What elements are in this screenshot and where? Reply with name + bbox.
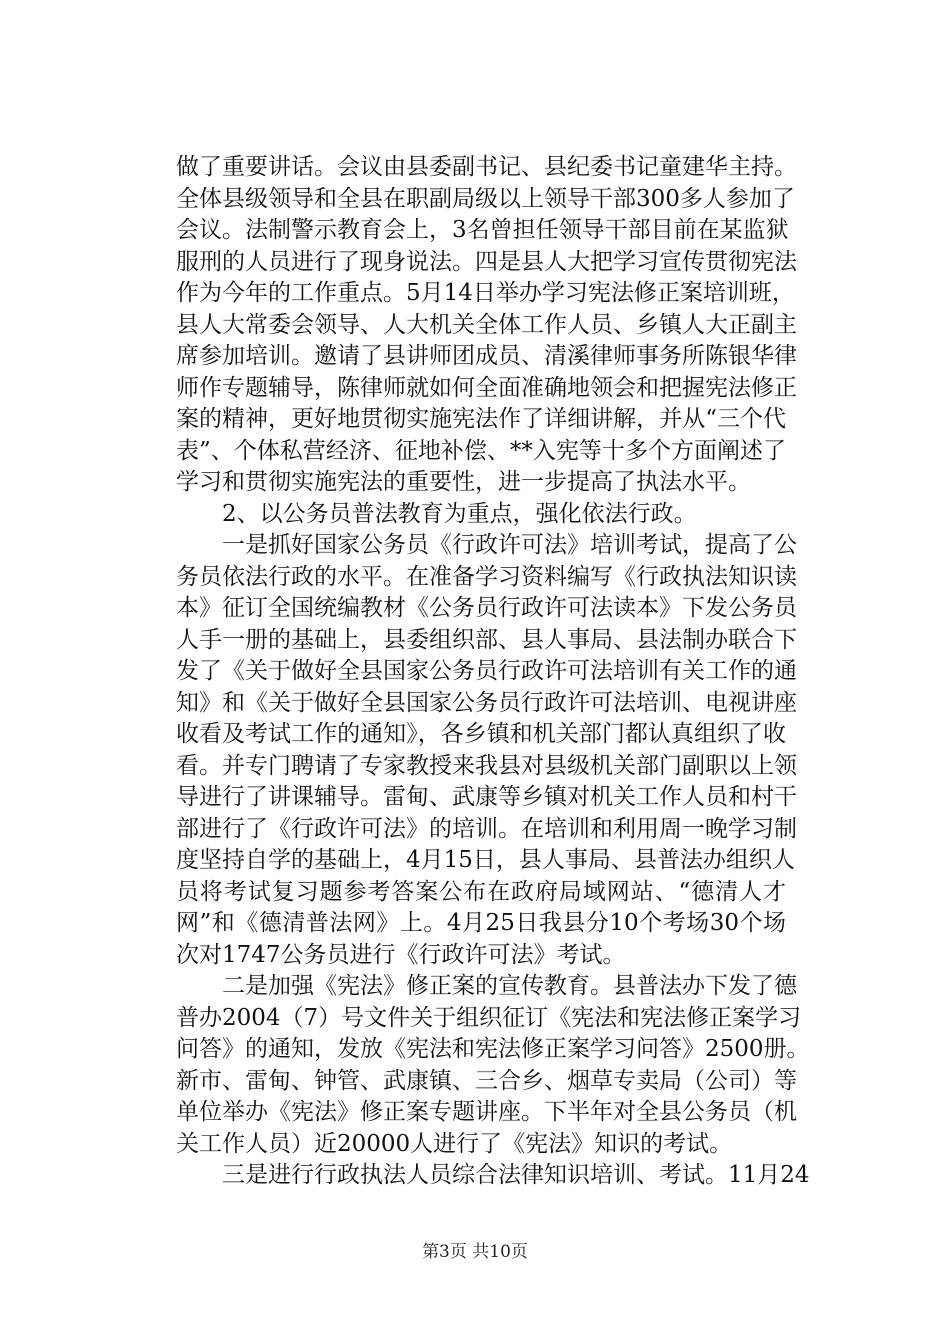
text-line: 度坚持自学的基础上，4月15日，县人事局、县普法办组织人	[176, 847, 795, 873]
text-line: 员将考试复习题参考答案公布在政府局域网站、“德清人才	[176, 878, 786, 905]
text-line: 发了《关于做好全县国家公务员行政许可法培训有关工作的通	[176, 658, 797, 684]
text-line: 案的精神，更好地贯彻实施宪法作了详细讲解，并从“三个代	[176, 406, 786, 432]
text-line: 关工作人员）近20000人进行了《宪法》知识的考试。	[176, 1130, 733, 1157]
text-line: 服刑的人员进行了现身说法。四是县人大把学习宣传贯彻宪法	[176, 248, 797, 275]
text-line: 席参加培训。邀请了县讲师团成员、清溪律师事务所陈银华律	[176, 343, 797, 369]
text-line: 导进行了讲课辅导。雷甸、武康等乡镇对机关工作人员和村干	[176, 784, 797, 810]
text-line: 本》征订全国统编教材《公务员行政许可法读本》下发公务员	[176, 595, 797, 621]
text-line: 次对1747公务员进行《行政许可法》考试。	[176, 941, 626, 968]
text-line: 部进行了《行政许可法》的培训。在培训和利用周一晚学习制	[176, 815, 797, 842]
text-line: 人手一册的基础上，县委组织部、县人事局、县法制办联合下	[176, 626, 797, 653]
text-line: 学习和贯彻实施宪法的重要性，进一步提高了执法水平。	[176, 469, 751, 495]
text-line: 收看及考试工作的通知》，各乡镇和机关部门都认真组织了收	[176, 721, 786, 747]
text-line: 全体县级领导和全县在职副局级以上领导干部300多人参加了	[176, 185, 795, 212]
text-line: 普办2004（7）号文件关于组织征订《宪法和宪法修正案学习	[176, 1004, 802, 1031]
text-line: 务员依法行政的水平。在准备学习资料编写《行政执法知识读	[176, 563, 797, 590]
text-line: 师作专题辅导，陈律师就如何全面准确地领会和把握宪法修正	[176, 374, 797, 401]
text-line: 问答》的通知，发放《宪法和宪法修正案学习问答》2500册。	[176, 1036, 810, 1062]
text-line: 二是加强《宪法》修正案的宣传教育。县普法办下发了德	[176, 973, 797, 999]
text-line: 新市、雷甸、钟管、武康镇、三合乡、烟草专卖局（公司）等	[176, 1067, 797, 1094]
text-line: 三是进行行政执法人员综合法律知识培训、考试。11月24	[176, 1162, 810, 1188]
text-line: 表”、个体私营经济、征地补偿、**入宪等十多个方面阐述了	[176, 437, 786, 464]
page-footer: 第3页 共10页	[422, 1242, 528, 1262]
text-line: 知》和《关于做好全县国家公务员行政许可法培训、电视讲座	[176, 689, 797, 716]
text-line: 做了重要讲话。会议由县委副书记、县纪委书记童建华主持。	[176, 154, 797, 180]
text-line: 2、以公务员普法教育为重点，强化依法行政。	[176, 500, 697, 527]
text-line: 看。并专门聘请了专家教授来我县对县级机关部门副职以上领	[176, 752, 797, 779]
document-body	[176, 152, 810, 1192]
text-line: 一是抓好国家公务员《行政许可法》培训考试，提高了公	[176, 532, 797, 558]
text-line: 网”和《德清普法网》上。4月25日我县分10个考场30个场	[176, 910, 786, 936]
text-line: 县人大常委会领导、人大机关全体工作人员、乡镇人大正副主	[176, 311, 797, 338]
text-line: 单位举办《宪法》修正案专题讲座。下半年对全县公务员（机	[176, 1099, 797, 1125]
text-line: 会议。法制警示教育会上，3名曾担任领导干部目前在某监狱	[176, 217, 789, 243]
text-line: 作为今年的工作重点。5月14日举办学习宪法修正案培训班，	[176, 280, 795, 306]
